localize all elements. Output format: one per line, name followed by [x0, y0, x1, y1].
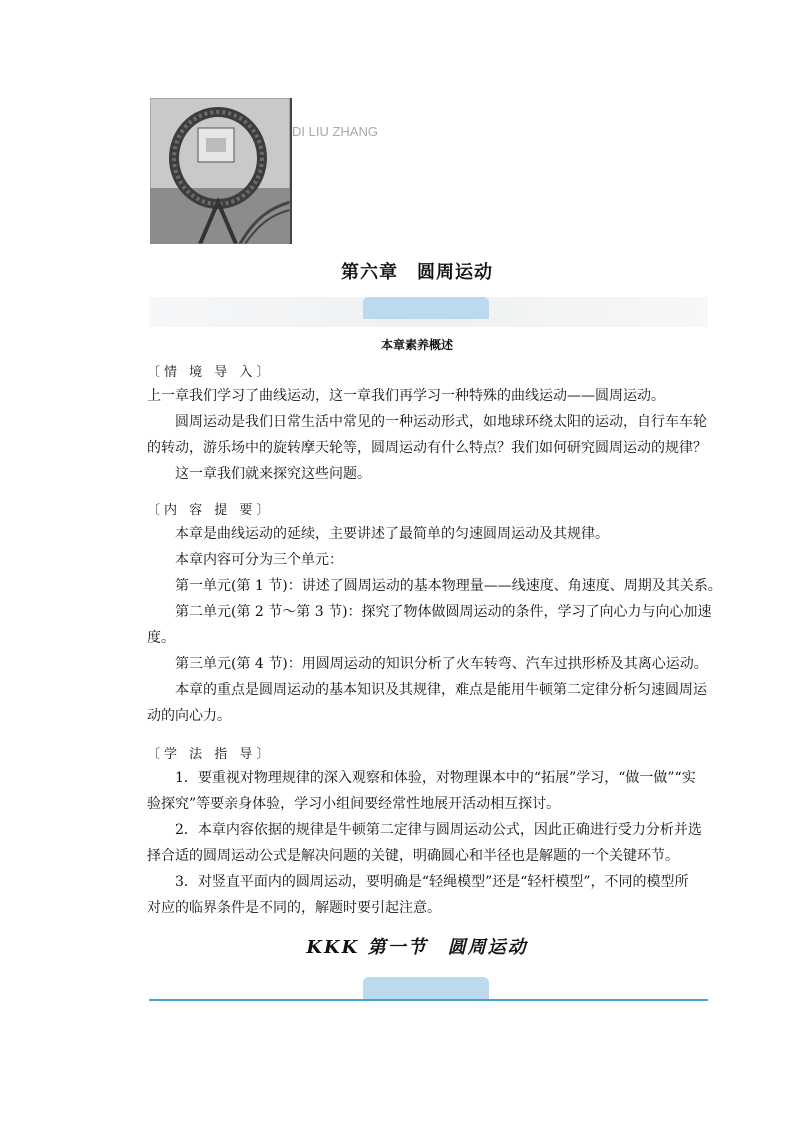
chapter-pinyin: DI LIU ZHANG: [292, 124, 378, 139]
text-line: 这一章我们就来探究这些问题。: [175, 466, 371, 482]
paragraph-block: [147, 521, 722, 729]
section-heading: 〔情 境 导 入〕: [147, 365, 274, 380]
chapter-cover-photo: [150, 98, 290, 244]
photo-divider: [290, 98, 292, 244]
overview-banner: [149, 297, 708, 327]
banner-rule: [149, 999, 708, 1001]
section-heading: 〔内 容 提 要〕: [147, 503, 274, 518]
text-line: 本章的重点是圆周运动的基本知识及其规律，难点是能用牛顿第二定律分析匀速圆周运: [175, 682, 707, 698]
text-line: 圆周运动是我们日常生活中常见的一种运动形式，如地球环绕太阳的运动，自行车车轮: [175, 414, 707, 430]
text-line: 本章是曲线运动的延续，主要讲述了最简单的匀速圆周运动及其规律。: [175, 526, 609, 542]
paragraph-block: [147, 383, 707, 487]
text-line: 本章内容可分为三个单元：: [175, 552, 343, 568]
text-line: 1．要重视对物理规律的深入观察和体验，对物理课本中的“拓展”学习，“做一做”“实: [175, 770, 696, 786]
overview-title: 本章素养概述: [380, 338, 453, 352]
text-line: 度。: [147, 630, 175, 646]
text-line: 第三单元(第 4 节)：用圆周运动的知识分析了火车转弯、汽车过拱形桥及其离心运动。: [175, 656, 708, 672]
section-title: KKK 第一节 圆周运动: [306, 937, 528, 958]
section-banner: [149, 977, 708, 1001]
text-line: 2．本章内容依据的规律是牛顿第二定律与圆周运动公式，因此正确进行受力分析并选: [175, 822, 702, 838]
text-line: 对应的临界条件是不同的，解题时要引起注意。: [147, 900, 441, 916]
text-line: 3．对竖直平面内的圆周运动，要明确是“轻绳模型”还是“轻杆模型”，不同的模型所: [175, 874, 689, 890]
section-heading: 〔学 法 指 导〕: [147, 747, 274, 762]
text-line: 第一单元(第 1 节)：讲述了圆周运动的基本物理量——线速度、角速度、周期及其关系。: [175, 578, 722, 594]
text-line: 验探究”等要亲身体验，学习小组间要经常性地展开活动相互探讨。: [147, 796, 561, 812]
chapter-title: 第六章 圆周运动: [341, 262, 493, 283]
text-line: 动的向心力。: [147, 708, 231, 724]
banner-tab: [363, 977, 489, 999]
text-line: 的转动，游乐场中的旋转摩天轮等，圆周运动有什么特点？我们如何研究圆周运动的规律？: [147, 440, 707, 456]
ride-illustration: [150, 98, 290, 244]
text-line: 择合适的圆周运动公式是解决问题的关键，明确圆心和半径也是解题的一个关键环节。: [147, 848, 679, 864]
paragraph-block: [147, 765, 707, 921]
text-line: 上一章我们学习了曲线运动，这一章我们再学习一种特殊的曲线运动——圆周运动。: [147, 388, 665, 404]
banner-tab: [363, 297, 489, 319]
text-line: 第二单元(第 2 节～第 3 节)：探究了物体做圆周运动的条件，学习了向心力与向心加速: [175, 604, 712, 620]
